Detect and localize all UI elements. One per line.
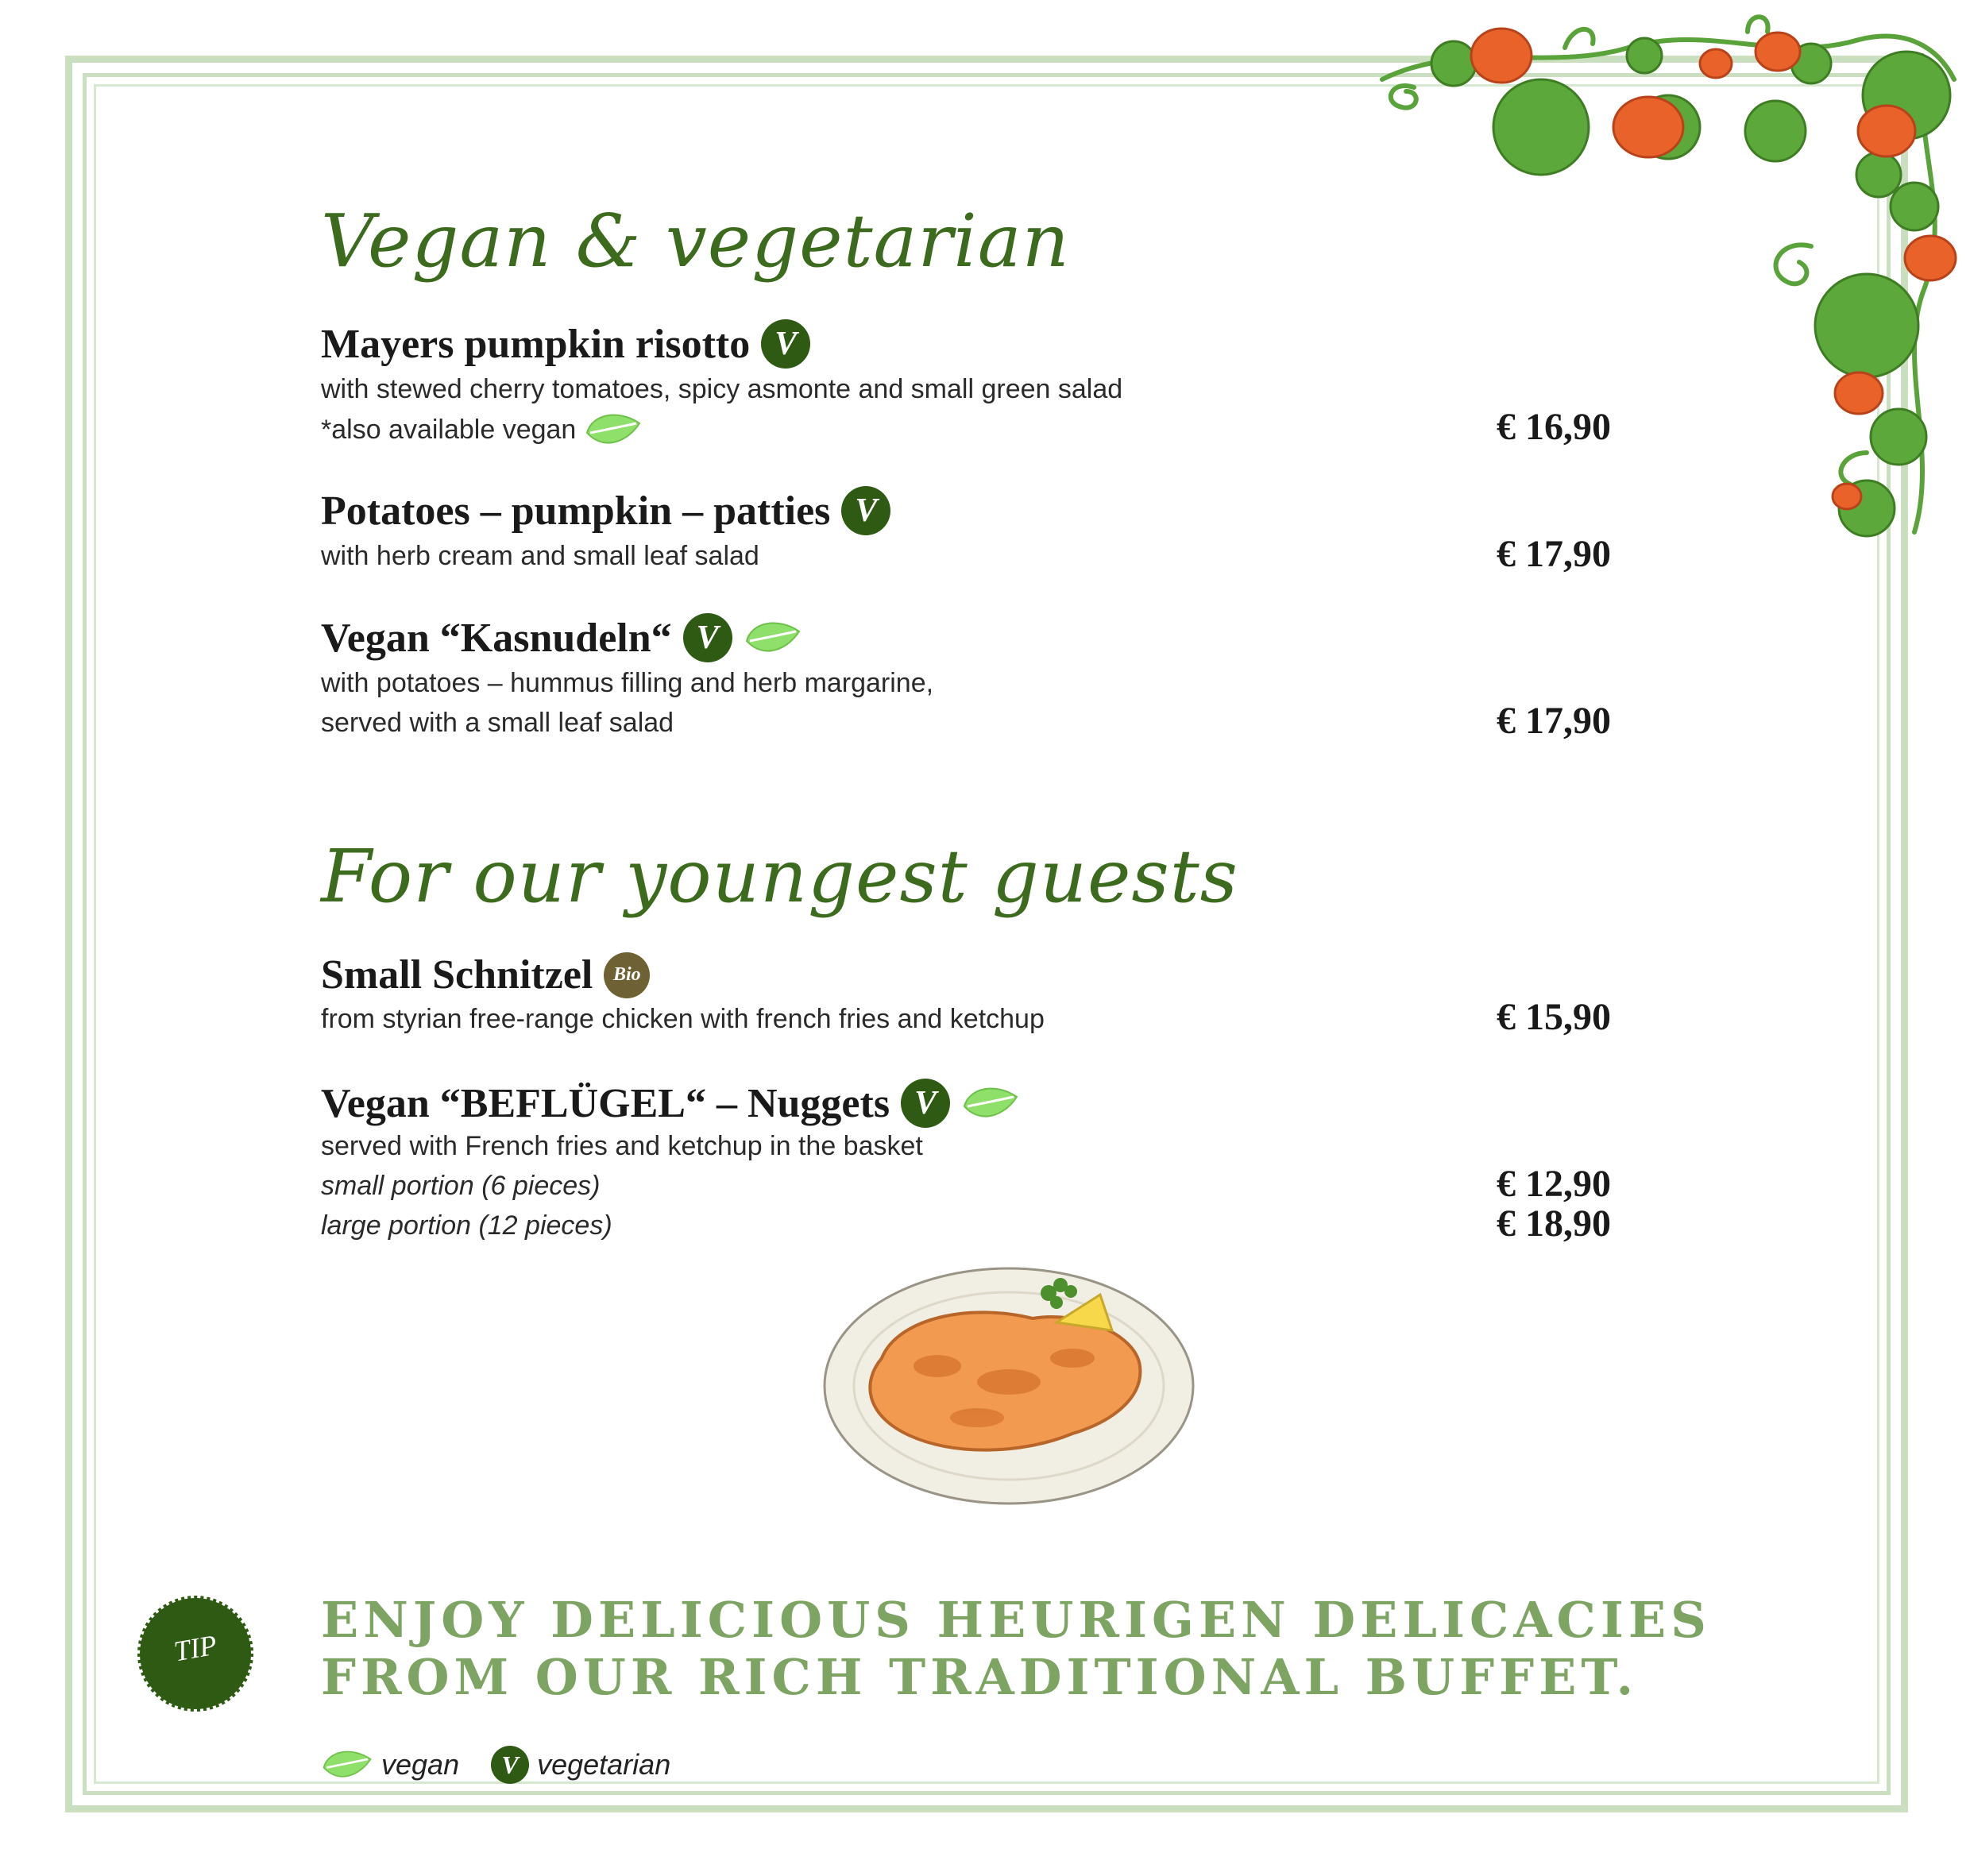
tip-line-1: ENJOY DELICIOUS HEURIGEN DELICACIES — [321, 1591, 1711, 1649]
vegetarian-v-icon: V — [761, 319, 810, 369]
vegetarian-v-icon: V — [683, 613, 732, 662]
vegetarian-v-icon: V — [491, 1746, 529, 1784]
dish-description: with stewed cherry tomatoes, spicy asmonte and small green salad — [321, 374, 1123, 404]
vegan-leaf-icon — [584, 409, 643, 450]
dish-price: € 17,90 — [1497, 533, 1611, 575]
vegetarian-v-icon: V — [841, 486, 890, 535]
dish-description: with potatoes – hummus filling and herb margarine, — [321, 668, 934, 698]
dish-title — [321, 1079, 1020, 1128]
legend-vegetarian-label: vegetarian — [537, 1748, 671, 1781]
legend-vegan-label: vegan — [381, 1748, 460, 1781]
tip-text — [321, 1592, 1711, 1706]
dish-title — [321, 486, 890, 535]
dish-name: Vegan “Kasnudeln“ — [321, 615, 672, 661]
dish-description: served with French fries and ketchup in the basket — [321, 1131, 923, 1161]
section-heading-vegan-vegetarian: Vegan & vegetarian — [321, 199, 1070, 284]
bio-icon: Bio — [604, 952, 650, 998]
vegan-leaf-icon — [744, 617, 802, 658]
dish-price: € 16,90 — [1497, 406, 1611, 448]
dish-description: served with a small leaf salad — [321, 708, 674, 738]
dish-price: € 17,90 — [1497, 700, 1611, 742]
dish-description: from styrian free-range chicken with french fries and ketchup — [321, 1004, 1045, 1034]
dish-note-text: *also available vegan — [321, 415, 577, 445]
dish-description: with herb cream and small leaf salad — [321, 541, 759, 571]
dish-title — [321, 952, 650, 998]
dish-price: € 15,90 — [1497, 996, 1611, 1038]
dish-name: Mayers pumpkin risotto — [321, 321, 751, 367]
dish-title — [321, 319, 810, 369]
vegan-leaf-icon — [321, 1746, 373, 1784]
dish-title — [321, 613, 802, 662]
dish-name: Vegan “BEFLÜGEL“ – Nuggets — [321, 1080, 890, 1126]
tip-badge-label: TIP — [171, 1628, 220, 1668]
legend — [321, 1746, 670, 1784]
pumpkin-vine-illustration — [1366, 8, 1970, 564]
vegetarian-v-icon: V — [901, 1079, 950, 1128]
section-heading-youngest-guests: For our youngest guests — [321, 834, 1238, 919]
portion-label: large portion (12 pieces) — [321, 1210, 612, 1241]
dish-name: Small Schnitzel — [321, 952, 593, 998]
vegan-leaf-icon — [961, 1083, 1020, 1124]
schnitzel-plate-illustration — [818, 1263, 1199, 1509]
portion-price: € 12,90 — [1497, 1163, 1611, 1205]
dish-name: Potatoes – pumpkin – patties — [321, 488, 831, 534]
tip-line-2: FROM OUR RICH TRADITIONAL BUFFET. — [321, 1648, 1639, 1706]
portion-label: small portion (6 pieces) — [321, 1171, 601, 1201]
dish-description-note — [321, 409, 643, 450]
portion-price: € 18,90 — [1497, 1202, 1611, 1245]
